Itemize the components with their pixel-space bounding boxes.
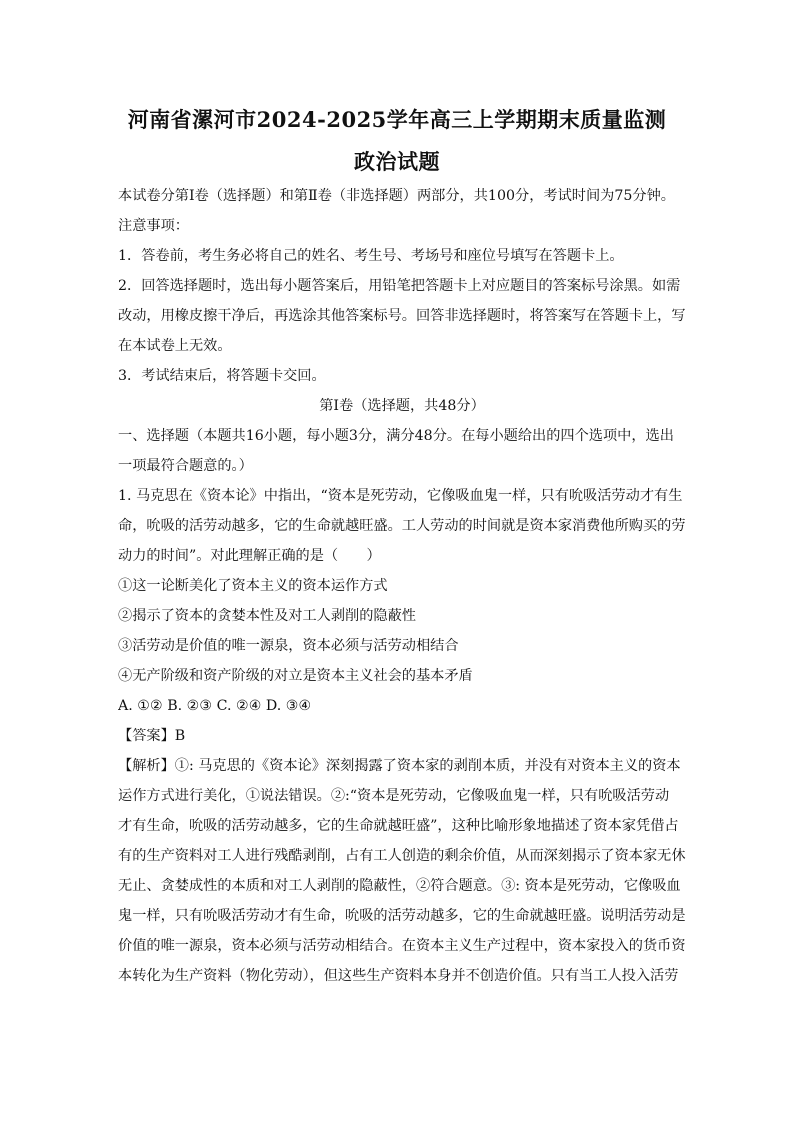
question-1-option-4: ④无产阶级和资产阶级的对立是资本主义社会的基本矛盾: [118, 668, 473, 684]
section-desc-line-1: 一、选择题（本题共16小题，每小题3分，满分48分。在每小题给出的四个选项中，选出: [118, 428, 674, 444]
analysis-line-4: 有的生产资料对工人进行残酷剥削，占有工人创造的剩余价值，从而深刻揭示了资本家无休: [118, 848, 686, 864]
exam-intro: 本试卷分第Ⅰ卷（选择题）和第Ⅱ卷（非选择题）两部分，共100分，考试时间为75分钟。: [118, 188, 675, 204]
document-body: [118, 181, 686, 991]
notice-item-2-line-2: 改动，用橡皮擦干净后，再选涂其他答案标号。回答非选择题时，将答案写在答题卡上，写: [118, 308, 686, 324]
document-title: 河南省漯河市2024-2025学年高三上学期期末质量监测: [127, 107, 667, 132]
notice-item-3: 3．考试结束后，将答题卡交回。: [118, 368, 326, 384]
question-1-option-2: ②揭示了资本的贪婪本性及对工人剥削的隐蔽性: [118, 608, 416, 624]
question-1-stem-line-2: 命，吮吸的活劳动越多，它的生命就越旺盛。工人劳动的时间就是资本家消费他所购买的劳: [118, 518, 686, 534]
analysis-line-1: 【解析】①: 马克思的《资本论》深刻揭露了资本家的剥削本质，并没有对资本主义的资本: [118, 758, 681, 774]
analysis-line-5: 无止、贪婪成性的本质和对工人剥削的隐蔽性，②符合题意。③: 资本是死劳动，它像吸血: [118, 878, 681, 894]
question-1-option-1: ①这一论断美化了资本主义的资本运作方式: [118, 578, 388, 594]
section-desc-line-2: 一项最符合题意的。）: [118, 458, 253, 474]
analysis-line-3: 才有生命，吮吸的活劳动越多，它的生命就越旺盛”，这种比喻形象地描述了资本家凭借占: [118, 818, 679, 834]
notice-item-2-line-1: 2．回答选择题时，选出每小题答案后，用铅笔把答题卡上对应题目的答案标号涂黑。如需: [118, 278, 681, 294]
notice-heading: 注意事项：: [118, 218, 189, 234]
notice-item-1: 1．答卷前，考生务必将自己的姓名、考生号、考场号和座位号填写在答题卡上。: [118, 248, 624, 264]
question-1-stem-line-3: 动力的时间”。对此理解正确的是（ ）: [118, 548, 381, 564]
question-1-stem-line-1: 1. 马克思在《资本论》中指出，“资本是死劳动，它像吸血鬼一样，只有吮吸活劳动才有生: [118, 488, 683, 504]
analysis-line-8: 本转化为生产资料（物化劳动），但这些生产资料本身并不创造价值。只有当工人投入活劳: [118, 968, 679, 984]
section-title: 第Ⅰ卷（选择题，共48分）: [319, 398, 485, 414]
analysis-line-2: 运作方式进行美化，①说法错误。②:“资本是死劳动，它像吸血鬼一样，只有吮吸活劳动: [118, 788, 670, 804]
question-1-option-3: ③活劳动是价值的唯一源泉，资本必须与活劳动相结合: [118, 638, 459, 654]
question-1-answer: 【答案】B: [118, 728, 186, 744]
notice-item-2-line-3: 在本试卷上无效。: [118, 338, 232, 354]
question-1-choices: A. ①② B. ②③ C. ②④ D. ③④: [118, 698, 312, 714]
analysis-line-6: 鬼一样，只有吮吸活劳动才有生命，吮吸的活劳动越多，它的生命就越旺盛。说明活劳动是: [118, 908, 686, 924]
analysis-line-7: 价值的唯一源泉，资本必须与活劳动相结合。在资本主义生产过程中，资本家投入的货币资: [118, 938, 686, 954]
document-subtitle: 政治试题: [354, 149, 440, 174]
